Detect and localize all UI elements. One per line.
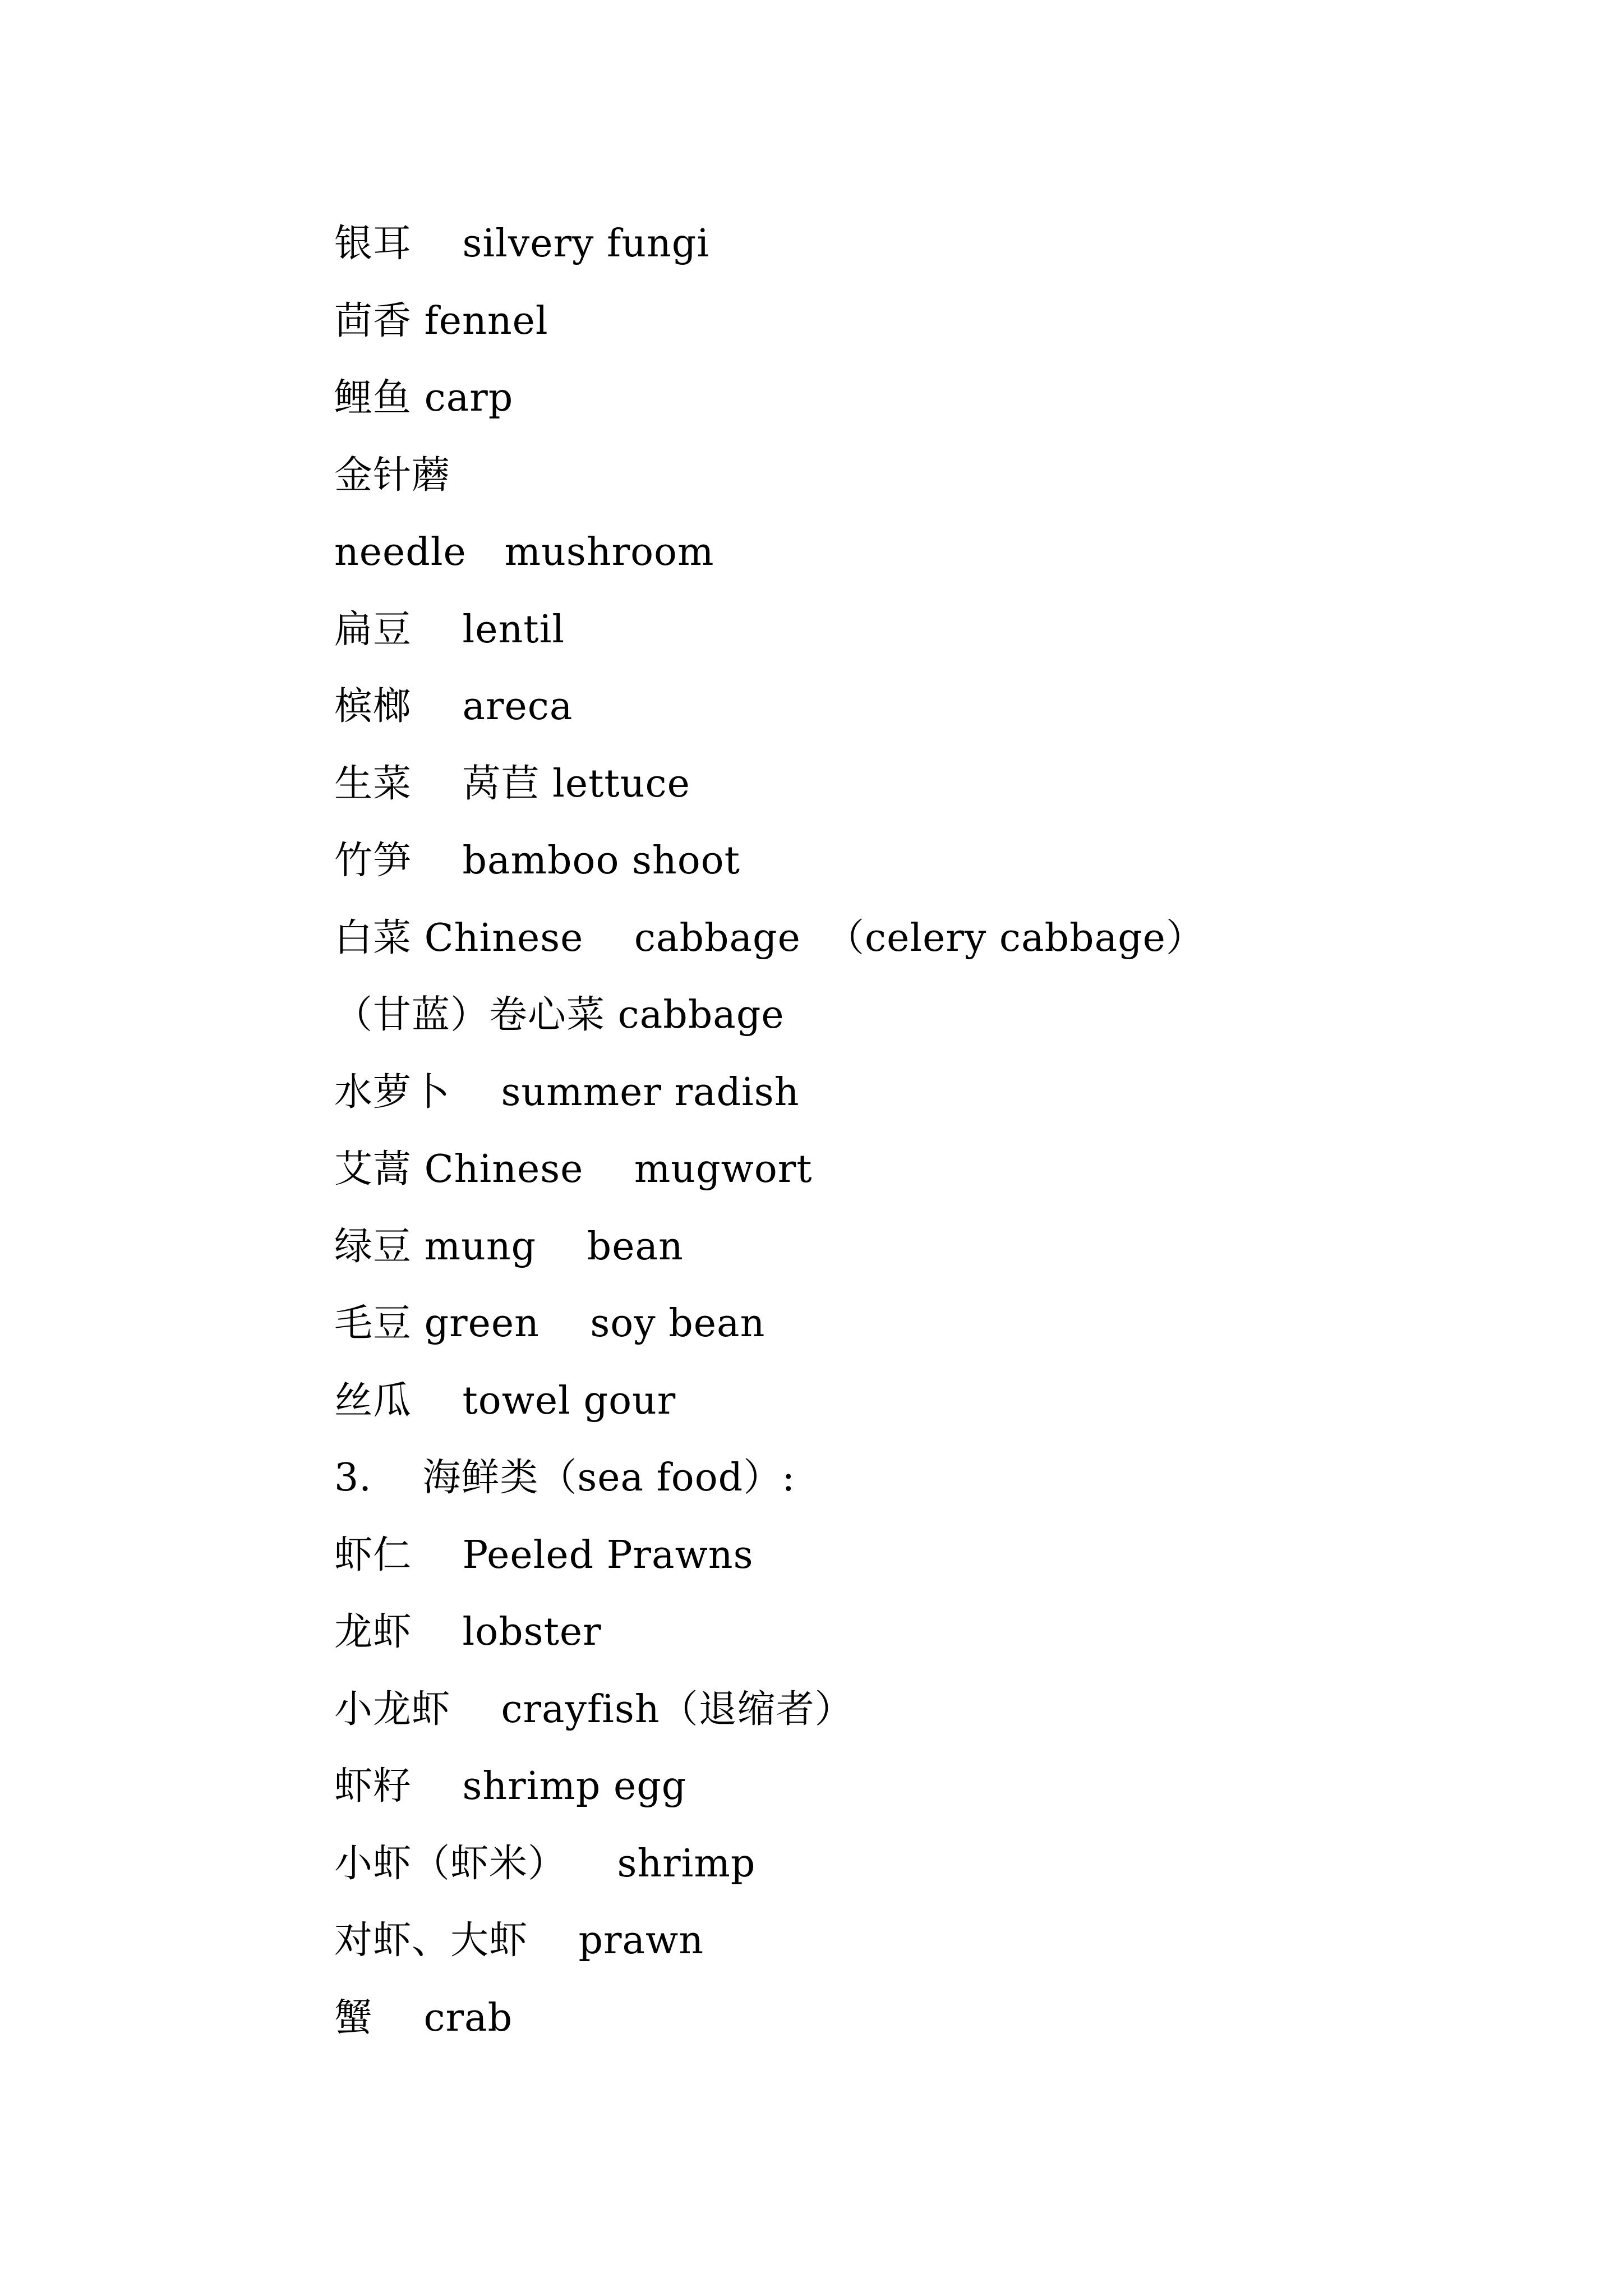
list-item: 茴香 fennel — [334, 298, 548, 343]
list-item: 小龙虾 crayfish（退缩者） — [334, 1687, 854, 1732]
list-item: 水萝卜 summer radish — [334, 1070, 800, 1115]
list-item: 扁豆 lentil — [334, 607, 565, 652]
list-item: 白菜 Chinese cabbage （celery cabbage） — [334, 915, 1205, 960]
list-item: 小虾（虾米） shrimp — [334, 1841, 756, 1886]
list-item: 虾籽 shrimp egg — [334, 1764, 687, 1809]
list-item: （甘蓝）卷心菜 cabbage — [334, 993, 785, 1037]
list-item: 鲤鱼 carp — [334, 376, 514, 420]
list-item: 丝瓜 towel gour — [334, 1378, 676, 1423]
list-item: 竹笋 bamboo shoot — [334, 839, 740, 883]
list-item: 毛豆 green soy bean — [334, 1301, 766, 1346]
list-item: 绿豆 mung bean — [334, 1224, 684, 1269]
list-item: 艾蒿 Chinese mugwort — [334, 1147, 813, 1191]
list-item: 槟榔 areca — [334, 684, 573, 729]
list-item: 虾仁 Peeled Prawns — [334, 1533, 754, 1577]
list-item: 银耳 silvery fungi — [334, 222, 710, 266]
list-item: 金针蘑 — [334, 453, 451, 498]
list-item: 蟹 crab — [334, 1995, 513, 2040]
list-item: 生菜 莴苣 lettuce — [334, 761, 690, 806]
vocabulary-list — [334, 213, 1512, 2064]
section-heading: 3. 海鲜类（sea food）: — [334, 1456, 796, 1500]
list-item: 对虾、大虾 prawn — [334, 1918, 704, 1963]
list-item: 龙虾 lobster — [334, 1610, 602, 1654]
list-item: needle mushroom — [334, 530, 714, 574]
